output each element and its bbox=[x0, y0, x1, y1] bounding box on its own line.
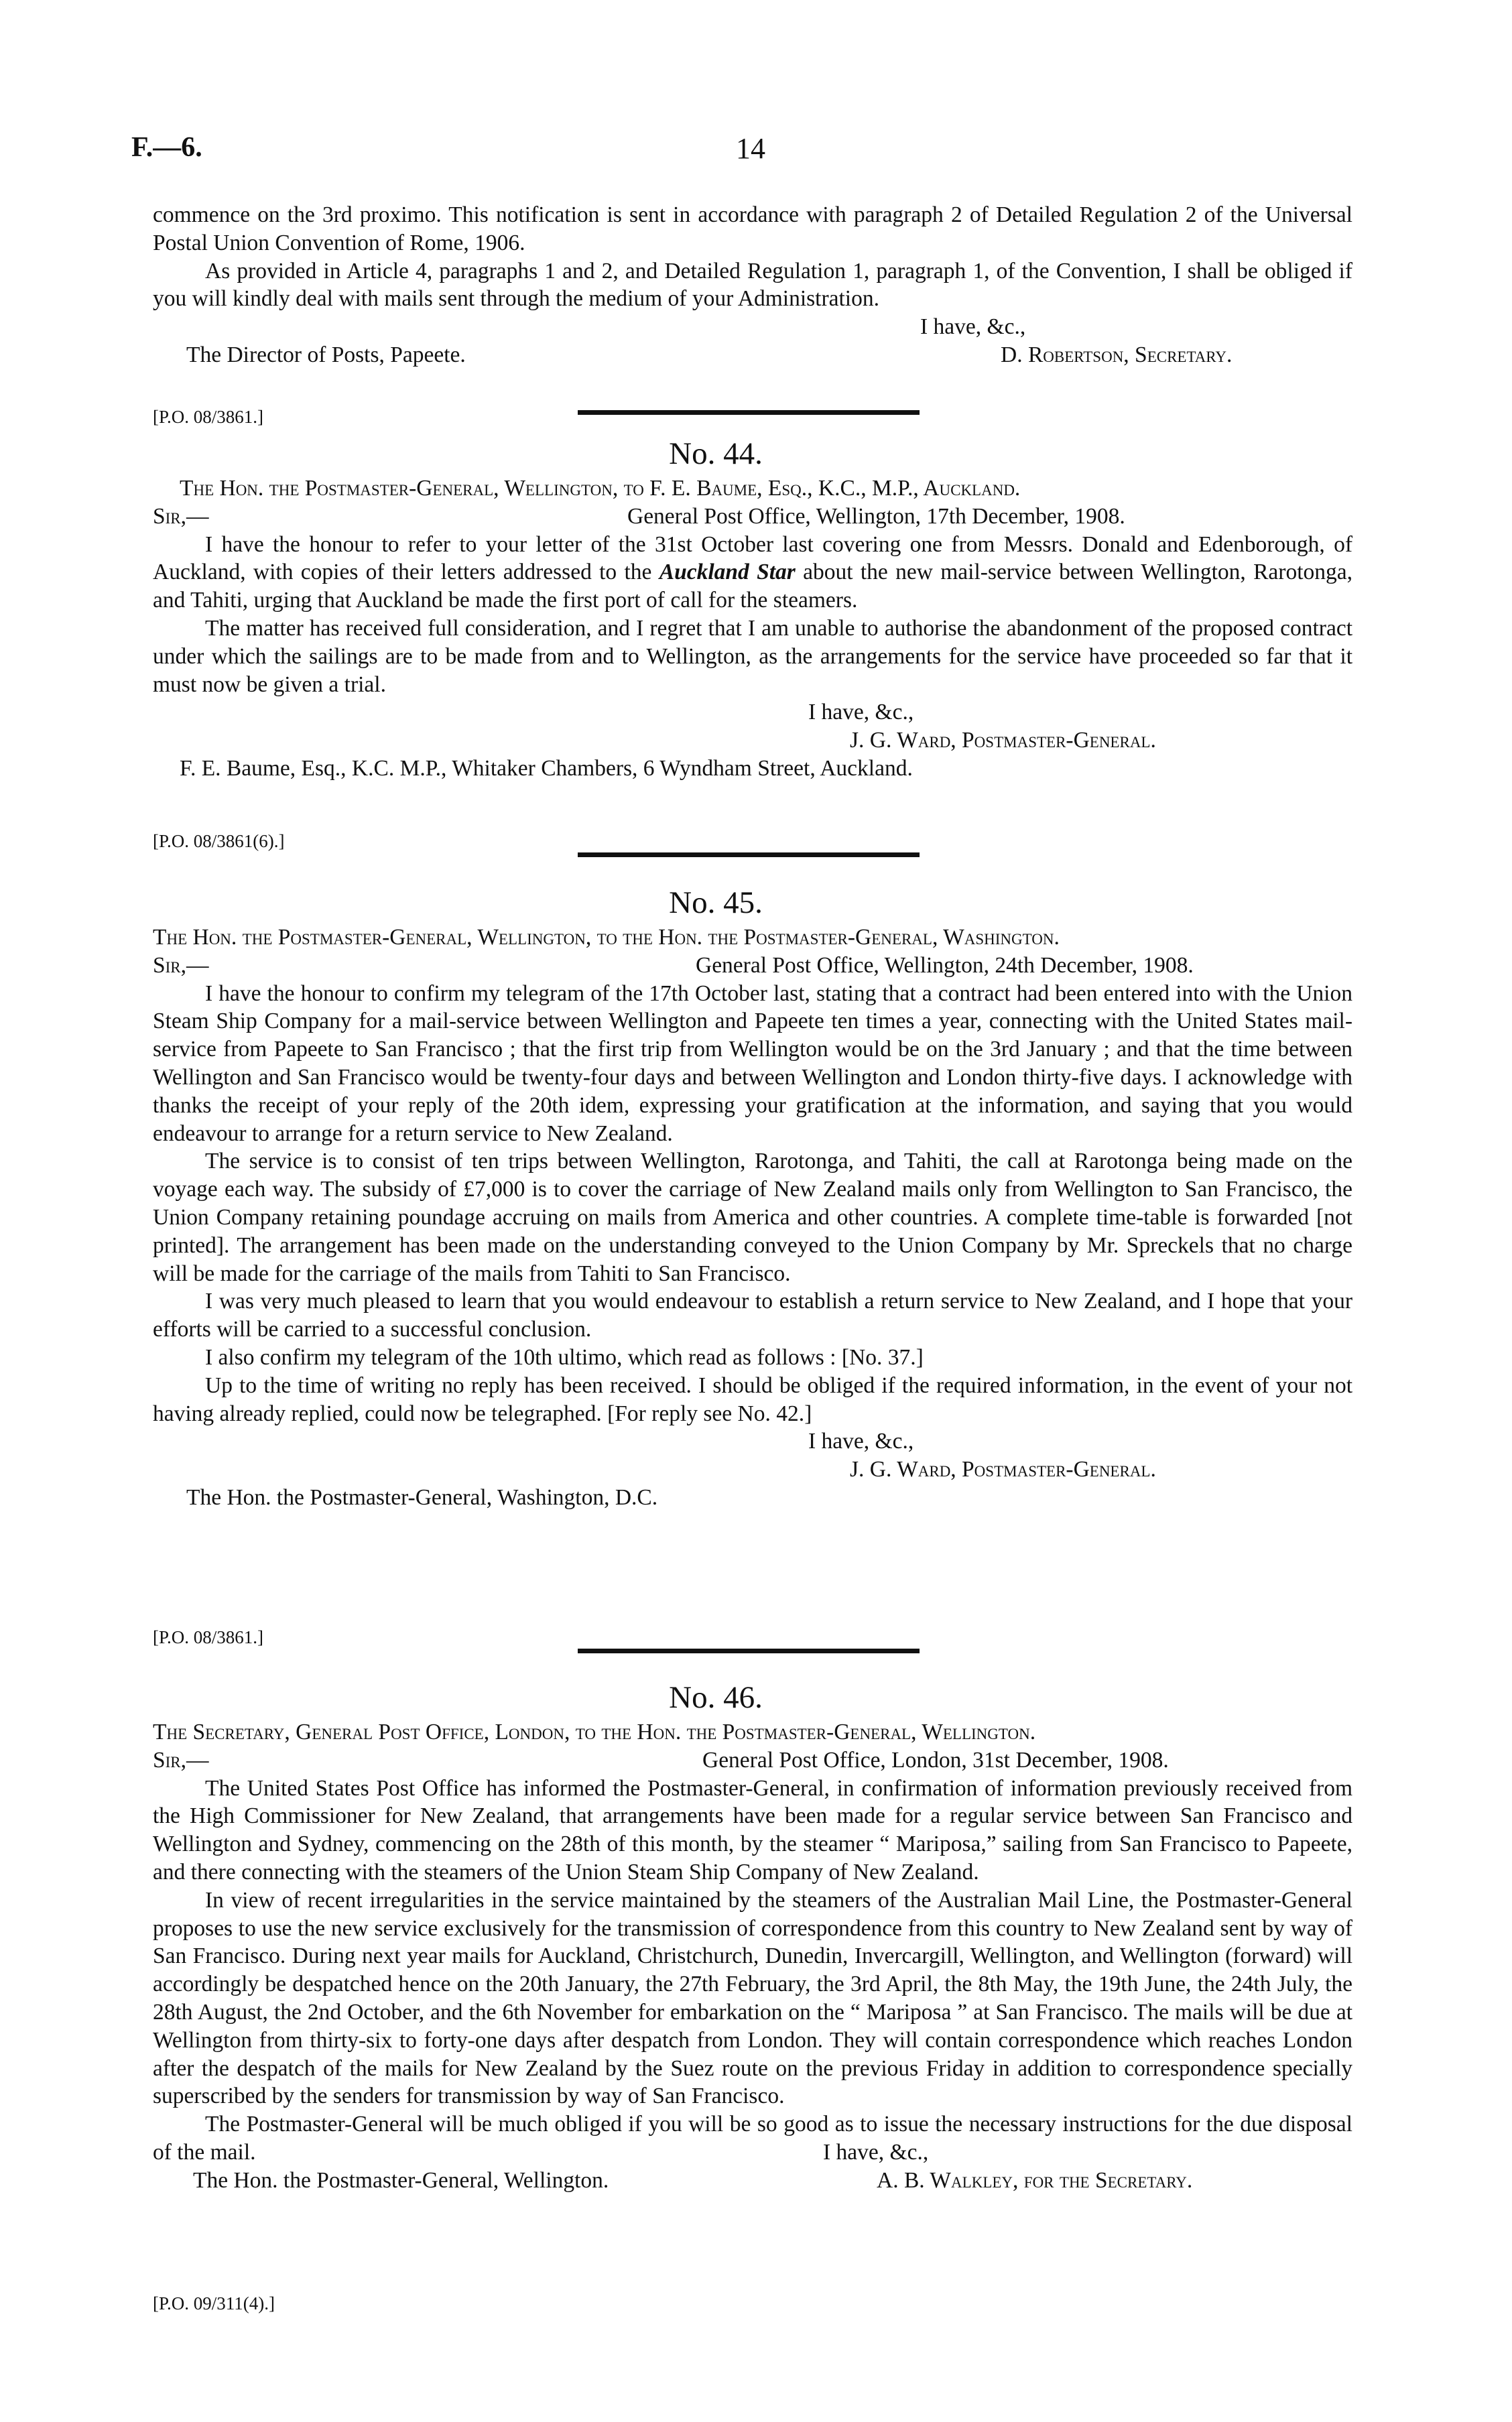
paragraph: I also confirm my telegram of the 10th ultimo, which read as follows : [No. 37.] bbox=[205, 1344, 924, 1370]
signature: A. B. Walkley, for the Secretary. bbox=[877, 2167, 1193, 2193]
letter-number-heading: No. 46. bbox=[669, 1680, 763, 1715]
newspaper-title: Auckland Star bbox=[659, 560, 796, 585]
paragraph: commence on the 3rd proximo. This notification is sent in accordance with paragraph 2 of Detailed Regulation 2 of the Universal Postal Union Convention of Rome, 1906. bbox=[153, 202, 1352, 255]
signature: J. G. Ward, Postmaster-General. bbox=[850, 728, 1156, 753]
paragraph: The Postmaster-General will be much obliged if you will be so good as to issue the necessary instructions for the due disposal of the mail. bbox=[153, 2112, 1352, 2165]
paragraph: I was very much pleased to learn that you would endeavour to establish a return service to New Zealand, and I hope that your efforts will be carried to a successful conclusion. bbox=[153, 1289, 1352, 1342]
section-divider bbox=[578, 410, 920, 415]
routing-line: The Hon. the Postmaster-General, Wellington, to F. E. Baume, Esq., K.C., M.P., Auckland. bbox=[180, 476, 1021, 501]
file-reference: [P.O. 08/3861.] bbox=[153, 1627, 264, 1647]
addressee: The Hon. the Postmaster-General, Wellington. bbox=[193, 2167, 609, 2193]
closing: I have, &c., bbox=[920, 314, 1026, 340]
closing: I have, &c., bbox=[808, 1429, 914, 1454]
paragraph: As provided in Article 4, paragraphs 1 and 2, and Detailed Regulation 1, paragraph 1, of the Convention, I shall be obliged if you will kindly deal with mails sent through the medium of your Administration. bbox=[153, 258, 1352, 312]
paragraph: I have the honour to refer to your letter of the 31st October last covering one from Messrs. Donald and Edenborough, of Auckland, with copies of their letters addressed to the Auckland Star about the new mail-service between Wellington, Rarotonga, and Tahiti, urging that Auckland be made the first port of call for the steamers. bbox=[153, 531, 1353, 613]
dateline: General Post Office, Wellington, 17th December, 1908. bbox=[627, 503, 1125, 529]
paragraph: The United States Post Office has informed the Postmaster-General, in confirmation of information previously received from the High Commissioner for New Zealand, that arrangements have been made for a regular service between San Francisco and Wellington and Sydney, commencing on the 28th of this month, by the steamer “ Mariposa,” sailing from San Francisco to Papeete, and there connecting with the steamers of the Union Steam Ship Company of New Zealand. bbox=[153, 1775, 1352, 1885]
file-reference: [P.O. 09/311(4).] bbox=[153, 2293, 275, 2313]
salutation: Sir,— bbox=[153, 503, 209, 529]
paragraph: Up to the time of writing no reply has been received. I should be obliged if the required information, in the event of your not having already replied, could now be telegraphed. [For reply see No. 42.] bbox=[153, 1373, 1352, 1426]
letter-no-44 bbox=[153, 474, 1352, 783]
routing-line: The Secretary, General Post Office, London, to the Hon. the Postmaster-General, Wellington. bbox=[153, 1720, 1036, 1744]
closing: I have, &c., bbox=[808, 700, 914, 725]
addressee: The Hon. the Postmaster-General, Washington, D.C. bbox=[186, 1484, 658, 1510]
addressee: The Director of Posts, Papeete. bbox=[186, 342, 466, 367]
document-code: F.—6. bbox=[131, 132, 202, 163]
letter-number-heading: No. 45. bbox=[669, 885, 763, 920]
paragraph: The matter has received full consideration, and I regret that I am unable to authorise the abandonment of the proposed contract under which the sailings are to be made from and to Wellington, as the arrangements for the service have proceeded so far that it must now be given a trial. bbox=[153, 615, 1352, 697]
signature: J. G. Ward, Postmaster-General. bbox=[850, 1457, 1156, 1482]
paragraph: The service is to consist of ten trips between Wellington, Rarotonga, and Tahiti, the call at Rarotonga being made on the voyage each way. The subsidy of £7,000 is to cover the carriage of New Zealand mails only from Wellington to San Francisco, the Union Company retaining poundage accruing on mails from America and other countries. A complete time-table is forwarded [not printed]. The arrangement has been made on the understanding conveyed to the Union Company by Mr. Spreckels that no charge will be made for the carriage of the mails from Tahiti to San Francisco. bbox=[153, 1149, 1352, 1286]
salutation: Sir,— bbox=[153, 1747, 209, 1773]
file-reference: [P.O. 08/3861(6).] bbox=[153, 831, 285, 851]
closing: I have, &c., bbox=[823, 2139, 929, 2165]
file-reference: [P.O. 08/3861.] bbox=[153, 407, 264, 427]
salutation: Sir,— bbox=[153, 952, 209, 978]
signature: D. Robertson, Secretary. bbox=[1001, 342, 1233, 367]
section-divider bbox=[578, 852, 920, 857]
dateline: General Post Office, Wellington, 24th December, 1908. bbox=[696, 952, 1194, 978]
letter-no-46 bbox=[153, 1718, 1352, 2195]
letter-no-45 bbox=[153, 923, 1352, 1512]
routing-line: The Hon. the Postmaster-General, Wellington, to the Hon. the Postmaster-General, Washington. bbox=[153, 925, 1060, 950]
paragraph: In view of recent irregularities in the service maintained by the steamers of the Australian Mail Line, the Postmaster-General proposes to use the new service exclusively for the transmission of correspondence from this country to New Zealand sent by way of San Francisco. During next year mails for Auckland, Christchurch, Dunedin, Invercargill, Wellington, and Wellington (forward) will accordingly be despatched hence on the 20th January, the 27th February, the 3rd April, the 8th May, the 19th June, the 24th July, the 28th August, the 2nd October, and the 6th November for embarkation on the “ Mariposa ” at San Francisco. The mails will be due at Wellington from thirty-six to forty-one days after despatch from London. They will contain correspondence which reaches London after the despatch of the mails for New Zealand by the Suez route on the previous Friday in addition to correspondence specially superscribed by the senders for transmission by way of San Francisco. bbox=[153, 1887, 1352, 2109]
dateline: General Post Office, London, 31st December, 1908. bbox=[702, 1747, 1169, 1773]
paragraph: I have the honour to confirm my telegram of the 17th October last, stating that a contract had been entered into with the Union Steam Ship Company for a mail-service between Wellington and Papeete ten times a year, connecting with the United States mail-service from Papeete to San Francisco ; that the first trip from Wellington would be on the 3rd January ; and that the time between Wellington and San Francisco would be twenty-four days and between Wellington and London thirty-five days. I acknowledge with thanks the receipt of your reply of the 20th idem, expressing your gratification at the information, and saying that you would endeavour to arrange for a return service to New Zealand. bbox=[153, 980, 1352, 1146]
letter-number-heading: No. 44. bbox=[669, 436, 763, 471]
addressee: F. E. Baume, Esq., K.C. M.P., Whitaker Chambers, 6 Wyndham Street, Auckland. bbox=[180, 755, 913, 781]
page-number: 14 bbox=[736, 132, 765, 165]
top-letter-continuation bbox=[153, 201, 1352, 369]
section-divider bbox=[578, 1649, 920, 1653]
